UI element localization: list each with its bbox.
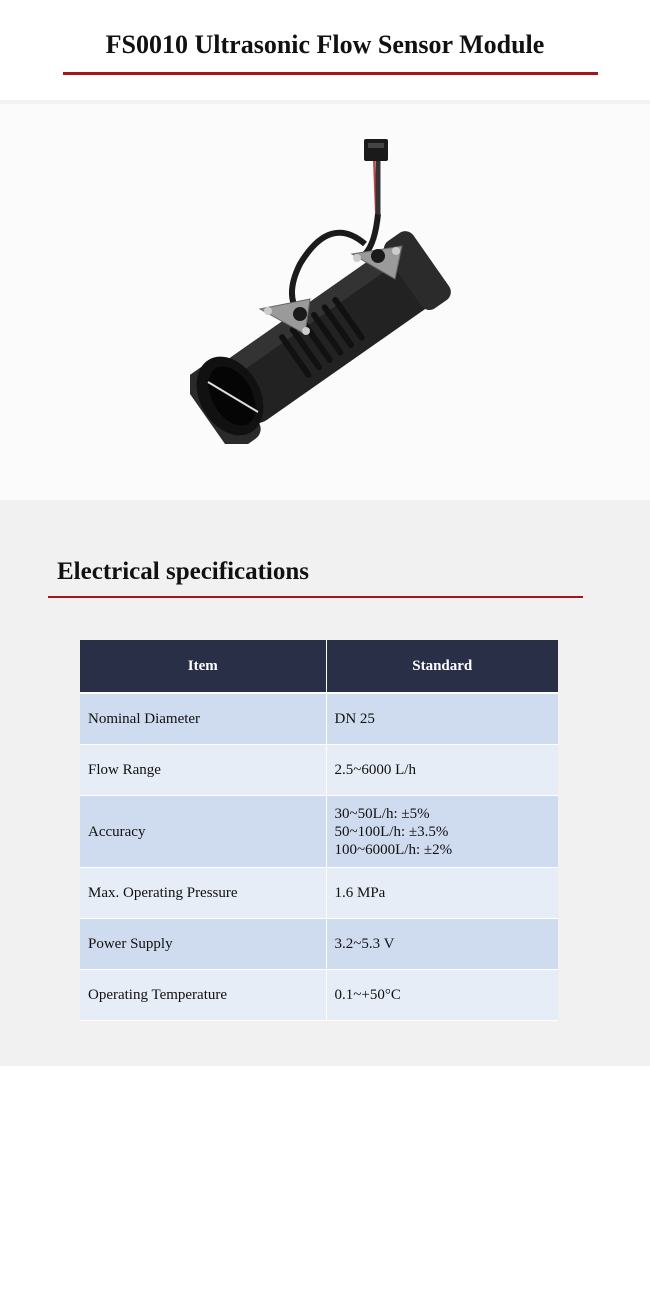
table-row xyxy=(80,919,558,970)
product-image-band xyxy=(0,100,650,500)
standard-value: 50~100L/h: ±3.5% xyxy=(334,823,449,840)
spec-section xyxy=(0,500,650,1066)
standard-cell xyxy=(326,970,558,1021)
standard-value: DN 25 xyxy=(334,711,375,727)
standard-value: 0.1~+50°C xyxy=(334,987,401,1003)
table-row xyxy=(80,970,558,1021)
page-title: FS0010 Ultrasonic Flow Sensor Module xyxy=(105,30,545,59)
item-cell: Power Supply xyxy=(80,919,326,970)
standard-value: 1.6 MPa xyxy=(334,885,386,901)
table-row xyxy=(80,745,558,796)
table-header-row xyxy=(80,640,558,693)
table-row xyxy=(80,693,558,745)
standard-cell xyxy=(326,796,558,868)
item-cell: Max. Operating Pressure xyxy=(80,868,326,919)
product-image xyxy=(190,134,460,444)
standard-cell xyxy=(326,868,558,919)
standard-value: 3.2~5.3 V xyxy=(334,936,395,952)
table-header-item: Item xyxy=(80,640,326,693)
standard-cell xyxy=(326,745,558,796)
standard-cell xyxy=(326,693,558,745)
title-underline xyxy=(63,72,598,75)
blank-footer xyxy=(0,1066,650,1301)
table-row xyxy=(80,868,558,919)
standard-value: 100~6000L/h: ±2% xyxy=(334,841,453,858)
standard-value: 30~50L/h: ±5% xyxy=(334,805,430,822)
table-header-standard: Standard xyxy=(326,640,558,693)
item-cell: Flow Range xyxy=(80,745,326,796)
standard-value: 2.5~6000 L/h xyxy=(334,762,416,778)
connector-plug xyxy=(364,139,388,161)
item-cell: Nominal Diameter xyxy=(80,693,326,745)
page-header xyxy=(0,0,650,100)
table-row xyxy=(80,796,558,868)
section-underline xyxy=(48,596,583,598)
standard-cell xyxy=(326,919,558,970)
spec-table xyxy=(80,640,558,1021)
section-title: Electrical specifications xyxy=(57,558,310,585)
item-cell: Accuracy xyxy=(80,796,326,868)
item-cell: Operating Temperature xyxy=(80,970,326,1021)
